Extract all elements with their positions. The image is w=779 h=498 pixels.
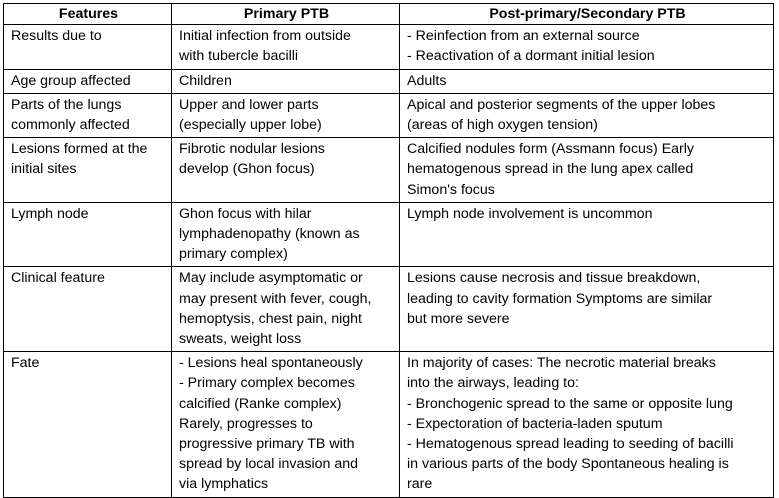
primary-ptb-cell xyxy=(172,69,400,93)
table-row xyxy=(4,138,774,203)
cell-text-line: sweats, weight loss xyxy=(179,331,302,348)
cell-text-line: but more severe xyxy=(407,310,510,327)
cell-text-line: Upper and lower parts xyxy=(179,96,319,113)
feature-cell xyxy=(4,93,172,137)
cell-text-line: spread by local invasion and xyxy=(179,456,359,473)
cell-text-line: Fate xyxy=(11,355,40,372)
primary-ptb-cell xyxy=(172,202,400,267)
feature-cell xyxy=(4,267,172,352)
table-row xyxy=(4,202,774,267)
primary-ptb-cell xyxy=(172,267,400,352)
secondary-ptb-cell xyxy=(400,93,774,137)
cell-text-line: Children xyxy=(179,72,232,89)
cell-text-line: leading to cavity formation Symptoms are similar xyxy=(407,290,713,307)
cell-text-line: - Reinfection from an external source xyxy=(407,28,640,45)
cell-text-line: Lesions formed at the xyxy=(11,141,148,158)
header-row xyxy=(4,4,774,25)
cell-text-line: in various parts of the body Spontaneous healing is xyxy=(407,456,729,473)
cell-text-line: - Hematogenous spread leading to seeding of bacilli xyxy=(407,436,734,453)
cell-text-line: Lymph node xyxy=(11,205,89,222)
feature-cell xyxy=(4,138,172,203)
cell-text-line: rare xyxy=(407,476,433,493)
cell-text-line: with tubercle bacilli xyxy=(179,48,299,65)
secondary-ptb-cell xyxy=(400,267,774,352)
secondary-ptb-cell xyxy=(400,352,774,497)
primary-ptb-cell xyxy=(172,93,400,137)
cell-text-line: Age group affected xyxy=(11,72,131,89)
cell-text-line: progressive primary TB with xyxy=(179,436,355,453)
cell-text-line: - Primary complex becomes xyxy=(179,375,355,392)
cell-text-line: develop (Ghon focus) xyxy=(179,161,315,178)
cell-text-line: via lymphatics xyxy=(179,476,269,493)
table-row xyxy=(4,267,774,352)
feature-cell xyxy=(4,25,172,69)
primary-ptb-cell xyxy=(172,25,400,69)
cell-text-line: Calcified nodules form (Assmann focus) Early xyxy=(407,141,695,158)
cell-text-line: (especially upper lobe) xyxy=(179,117,322,134)
cell-text-line: Simon's focus xyxy=(407,181,495,198)
primary-ptb-cell xyxy=(172,352,400,497)
cell-text-line: Rarely, progresses to xyxy=(179,415,313,432)
header-secondary-ptb: Post-primary/Secondary PTB xyxy=(400,4,774,25)
cell-text-line: - Lesions heal spontaneously xyxy=(179,355,363,372)
cell-text-line: hematogenous spread in the lung apex called xyxy=(407,161,694,178)
cell-text-line: into the airways, leading to: xyxy=(407,375,579,392)
cell-text-line: Lesions cause necrosis and tissue breakdown, xyxy=(407,270,701,287)
header-features: Features xyxy=(4,4,172,25)
cell-text-line: - Bronchogenic spread to the same or opposite lung xyxy=(407,395,733,412)
cell-text-line: Results due to xyxy=(11,28,102,45)
secondary-ptb-cell xyxy=(400,202,774,267)
cell-text-line: Clinical feature xyxy=(11,270,105,287)
cell-text-line: Ghon focus with hilar xyxy=(179,205,312,222)
cell-text-line: Apical and posterior segments of the upper lobes xyxy=(407,96,716,113)
cell-text-line: calcified (Ranke complex) xyxy=(179,395,342,412)
cell-text-line: initial sites xyxy=(11,161,77,178)
cell-text-line: Fibrotic nodular lesions xyxy=(179,141,325,158)
primary-ptb-cell xyxy=(172,138,400,203)
cell-text-line: Lymph node involvement is uncommon xyxy=(407,205,653,222)
header-primary-ptb: Primary PTB xyxy=(172,4,400,25)
cell-text-line: may present with fever, cough, xyxy=(179,290,372,307)
table-row xyxy=(4,352,774,497)
cell-text-line: commonly affected xyxy=(11,117,130,134)
secondary-ptb-cell xyxy=(400,25,774,69)
cell-text-line: - Reactivation of a dormant initial lesion xyxy=(407,48,655,65)
feature-cell xyxy=(4,202,172,267)
cell-text-line: primary complex) xyxy=(179,246,288,263)
cell-text-line: In majority of cases: The necrotic material breaks xyxy=(407,355,716,372)
secondary-ptb-cell xyxy=(400,69,774,93)
cell-text-line: Parts of the lungs xyxy=(11,96,122,113)
cell-text-line: - Expectoration of bacteria-laden sputum xyxy=(407,415,663,432)
comparison-table xyxy=(3,3,774,498)
feature-cell xyxy=(4,352,172,497)
cell-text-line: Adults xyxy=(407,72,447,89)
table-row xyxy=(4,69,774,93)
table-row xyxy=(4,25,774,69)
feature-cell xyxy=(4,69,172,93)
cell-text-line: lymphadenopathy (known as xyxy=(179,226,360,243)
table-row xyxy=(4,93,774,137)
cell-text-line: May include asymptomatic or xyxy=(179,270,363,287)
cell-text-line: (areas of high oxygen tension) xyxy=(407,117,598,134)
secondary-ptb-cell xyxy=(400,138,774,203)
cell-text-line: Initial infection from outside xyxy=(179,28,351,45)
cell-text-line: hemoptysis, chest pain, night xyxy=(179,310,362,327)
